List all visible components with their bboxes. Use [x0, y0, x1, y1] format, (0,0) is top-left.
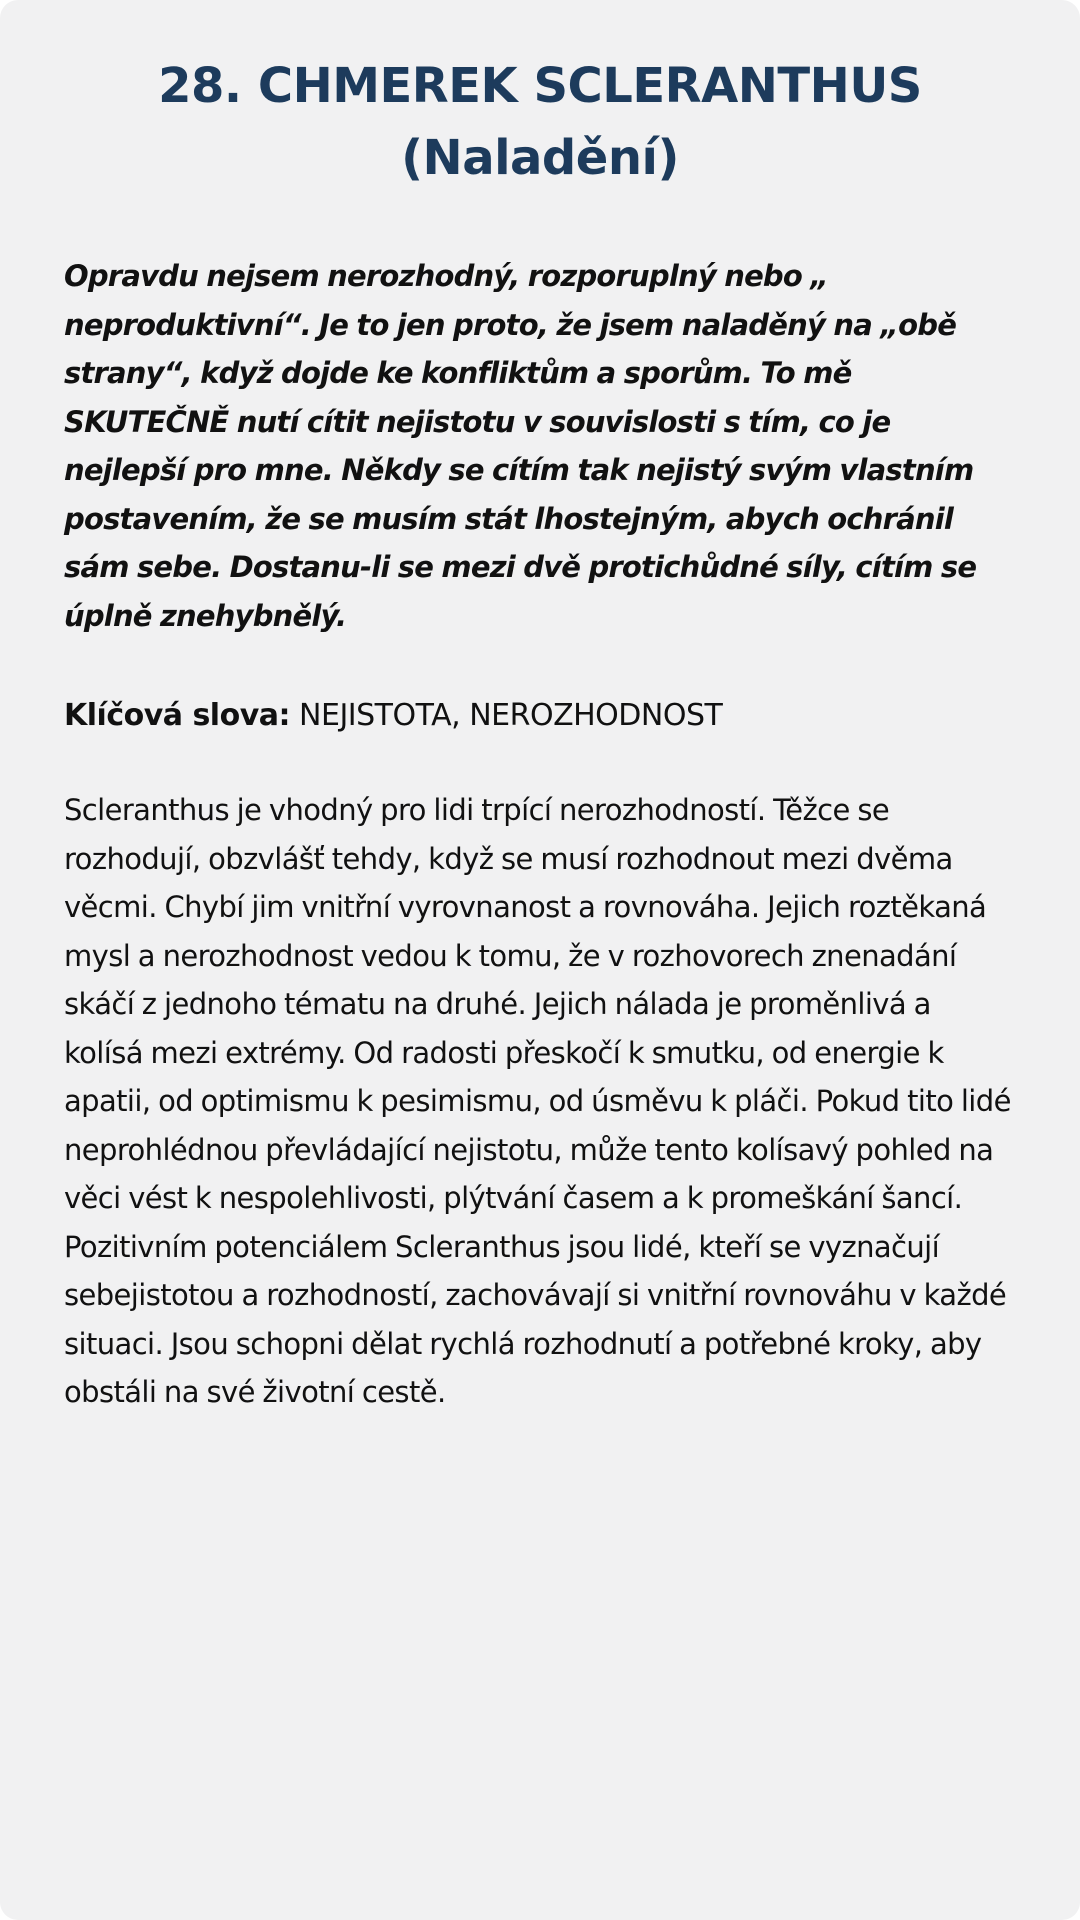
description-text: Scleranthus je vhodný pro lidi trpící nerozhodností. Těžce se rozhodují, obzvlášť tehdy, když se musí rozhodnout mezi dvěma věcmi. Chybí jim vnitřní vyrovnanost a rovnováha. Jejich roztěkaná mysl a nerozhodnost vedou k tomu, že v rozhovorech znenadání skáčí z jednoho tématu na druhé. Jejich nálada je proměnlivá a kolísá mezi extrémy. Od radosti přeskočí k smutku, od energie k apatii, od optimismu k pesimismu, od úsměvu k pláči. Pokud tito lidé neprohlédnou převládající nejistotu, může tento kolísavý pohled na věci vést k nespolehlivosti, plýtvání časem a k promeškání šancí. Pozitivním potenciálem Scleranthus jsou lidé, kteří se vyznačují sebejistotou a rozhodností, zachovávají si vnitřní rovnováhu v každé situaci. Jsou schopni dělat rychlá rozhodnutí a potřebné kroky, aby obstáli na své životní cestě.	[64, 793, 1011, 1409]
keywords-label: Klíčová slova:	[64, 698, 290, 733]
affirmation-quote: Opravdu nejsem nerozhodný, rozporuplný nebo „ neproduktivní“. Je to jen proto, že jsem naladěný na „obě strany“, když dojde ke konfliktům a sporům. To mě SKUTEČNĚ nutí cítit nejistotu v souvislosti s tím, co je nejlepší pro mne. Někdy se cítím tak nejistý svým vlastním postavením, že se musím stát lhostejným, abych ochránil sám sebe. Dostanu-li se mezi dvě protichůdné síly, cítím se úplně znehybnělý.	[64, 259, 977, 633]
title-line-2: (Naladění)	[401, 130, 679, 186]
title-line-1: 28. CHMEREK SCLERANTHUS	[158, 58, 922, 114]
page-title	[64, 50, 1016, 194]
keywords-value: NEJISTOTA, NEROZHODNOST	[299, 698, 723, 733]
keywords-line	[64, 692, 1016, 740]
